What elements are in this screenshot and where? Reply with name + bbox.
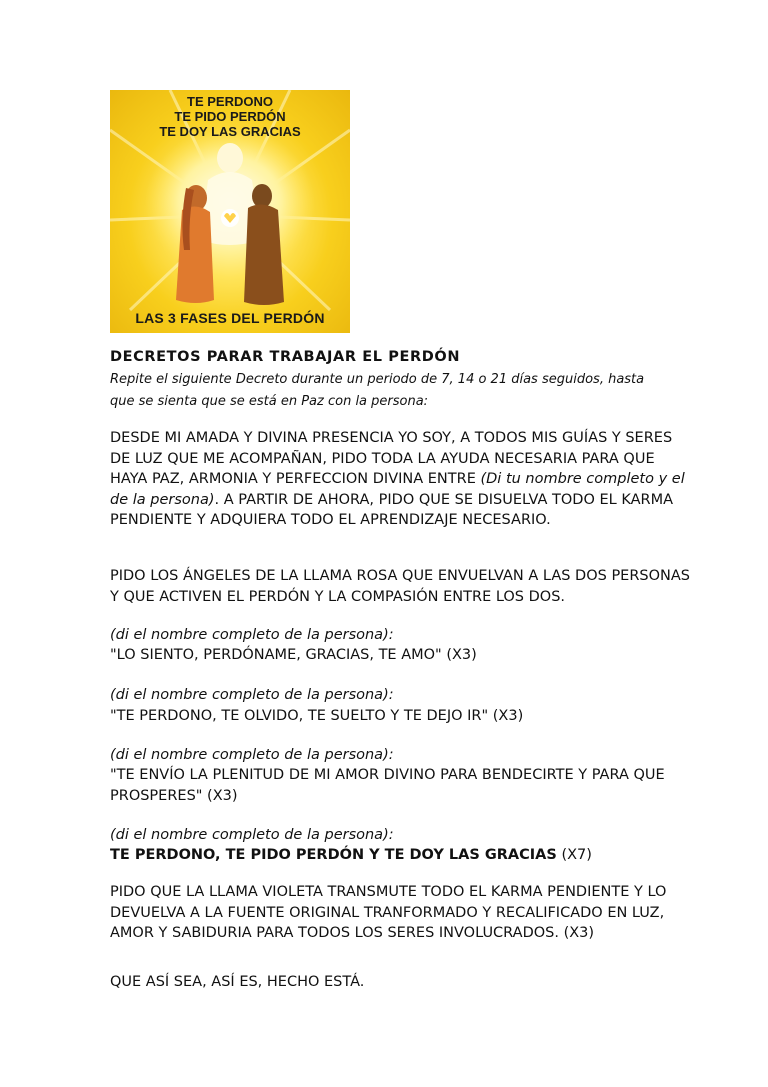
phrase-4-suffix: (X7) (556, 847, 592, 863)
phrase-4-bold: TE PERDONO, TE PIDO PERDÓN Y TE DOY LAS GRACIAS (110, 847, 557, 863)
decree-p1-text-a: DESDE MI AMADA Y DIVINA PRESENCIA YO SOY, A TODOS MIS GUÍAS Y SERES DE LUZ QUE ME ACOMPAÑAN, PIDO TODA LA AYUDA NECESARIA PARA QUE HAYA PAZ, ARMONIA Y PERFECCION DIVINA ENTRE (110, 430, 673, 487)
prompt-1: (di el nombre completo de la persona): (110, 627, 394, 643)
illustration-line-1: TE PERDONO (187, 94, 273, 109)
closing-line: QUE ASÍ SEA, ASÍ ES, HECHO ESTÁ. (110, 974, 365, 990)
prompt-4: (di el nombre completo de la persona): (110, 827, 394, 843)
illustration-title (110, 94, 350, 139)
decree-p1-text-b: . A PARTIR DE AHORA, PIDO QUE SE DISUELVA TODO EL KARMA PENDIENTE Y ADQUIERA TODO EL APRENDIZAJE NECESARIO. (110, 491, 674, 528)
phrase-3: "TE ENVÍO LA PLENITUD DE MI AMOR DIVINO PARA BENDECIRTE Y PARA QUE PROSPERES" (X3) (110, 767, 665, 804)
document-heading: DECRETOS PARAR TRABAJAR EL PERDÓN (110, 349, 461, 365)
forgiveness-illustration (110, 90, 350, 333)
phrase-1: "LO SIENTO, PERDÓNAME, GRACIAS, TE AMO" (X3) (110, 647, 477, 663)
decree-p1-italic: (Di tu nombre completo y el de la persona) (110, 471, 685, 508)
illustration-line-3: TE DOY LAS GRACIAS (159, 124, 301, 139)
prompt-2: (di el nombre completo de la persona): (110, 687, 394, 703)
phrase-4 (110, 845, 690, 866)
phrase-2: "TE PERDONO, TE OLVIDO, TE SUELTO Y TE DEJO IR" (X3) (110, 708, 524, 724)
decree-paragraph-1 (110, 428, 690, 531)
decree-paragraph-3: PIDO QUE LA LLAMA VIOLETA TRANSMUTE TODO EL KARMA PENDIENTE Y LO DEVUELVA A LA FUENTE ORIGINAL TRANFORMADO Y RECALIFICADO EN LUZ, AMOR Y SABIDURIA PARA TODOS LOS SERES INVOLUCRADOS. (X3) (110, 884, 667, 941)
instructions: Repite el siguiente Decreto durante un periodo de 7, 14 o 21 días seguidos, hasta que se sienta que se está en Paz con la persona: (110, 372, 645, 409)
illustration-caption: LAS 3 FASES DEL PERDÓN (135, 310, 325, 326)
prompt-3: (di el nombre completo de la persona): (110, 747, 394, 763)
illustration-line-2: TE PIDO PERDÓN (174, 109, 286, 124)
decree-paragraph-2: PIDO LOS ÁNGELES DE LA LLAMA ROSA QUE ENVUELVAN A LAS DOS PERSONAS Y QUE ACTIVEN EL PERDÓN Y LA COMPASIÓN ENTRE LOS DOS. (110, 568, 691, 605)
